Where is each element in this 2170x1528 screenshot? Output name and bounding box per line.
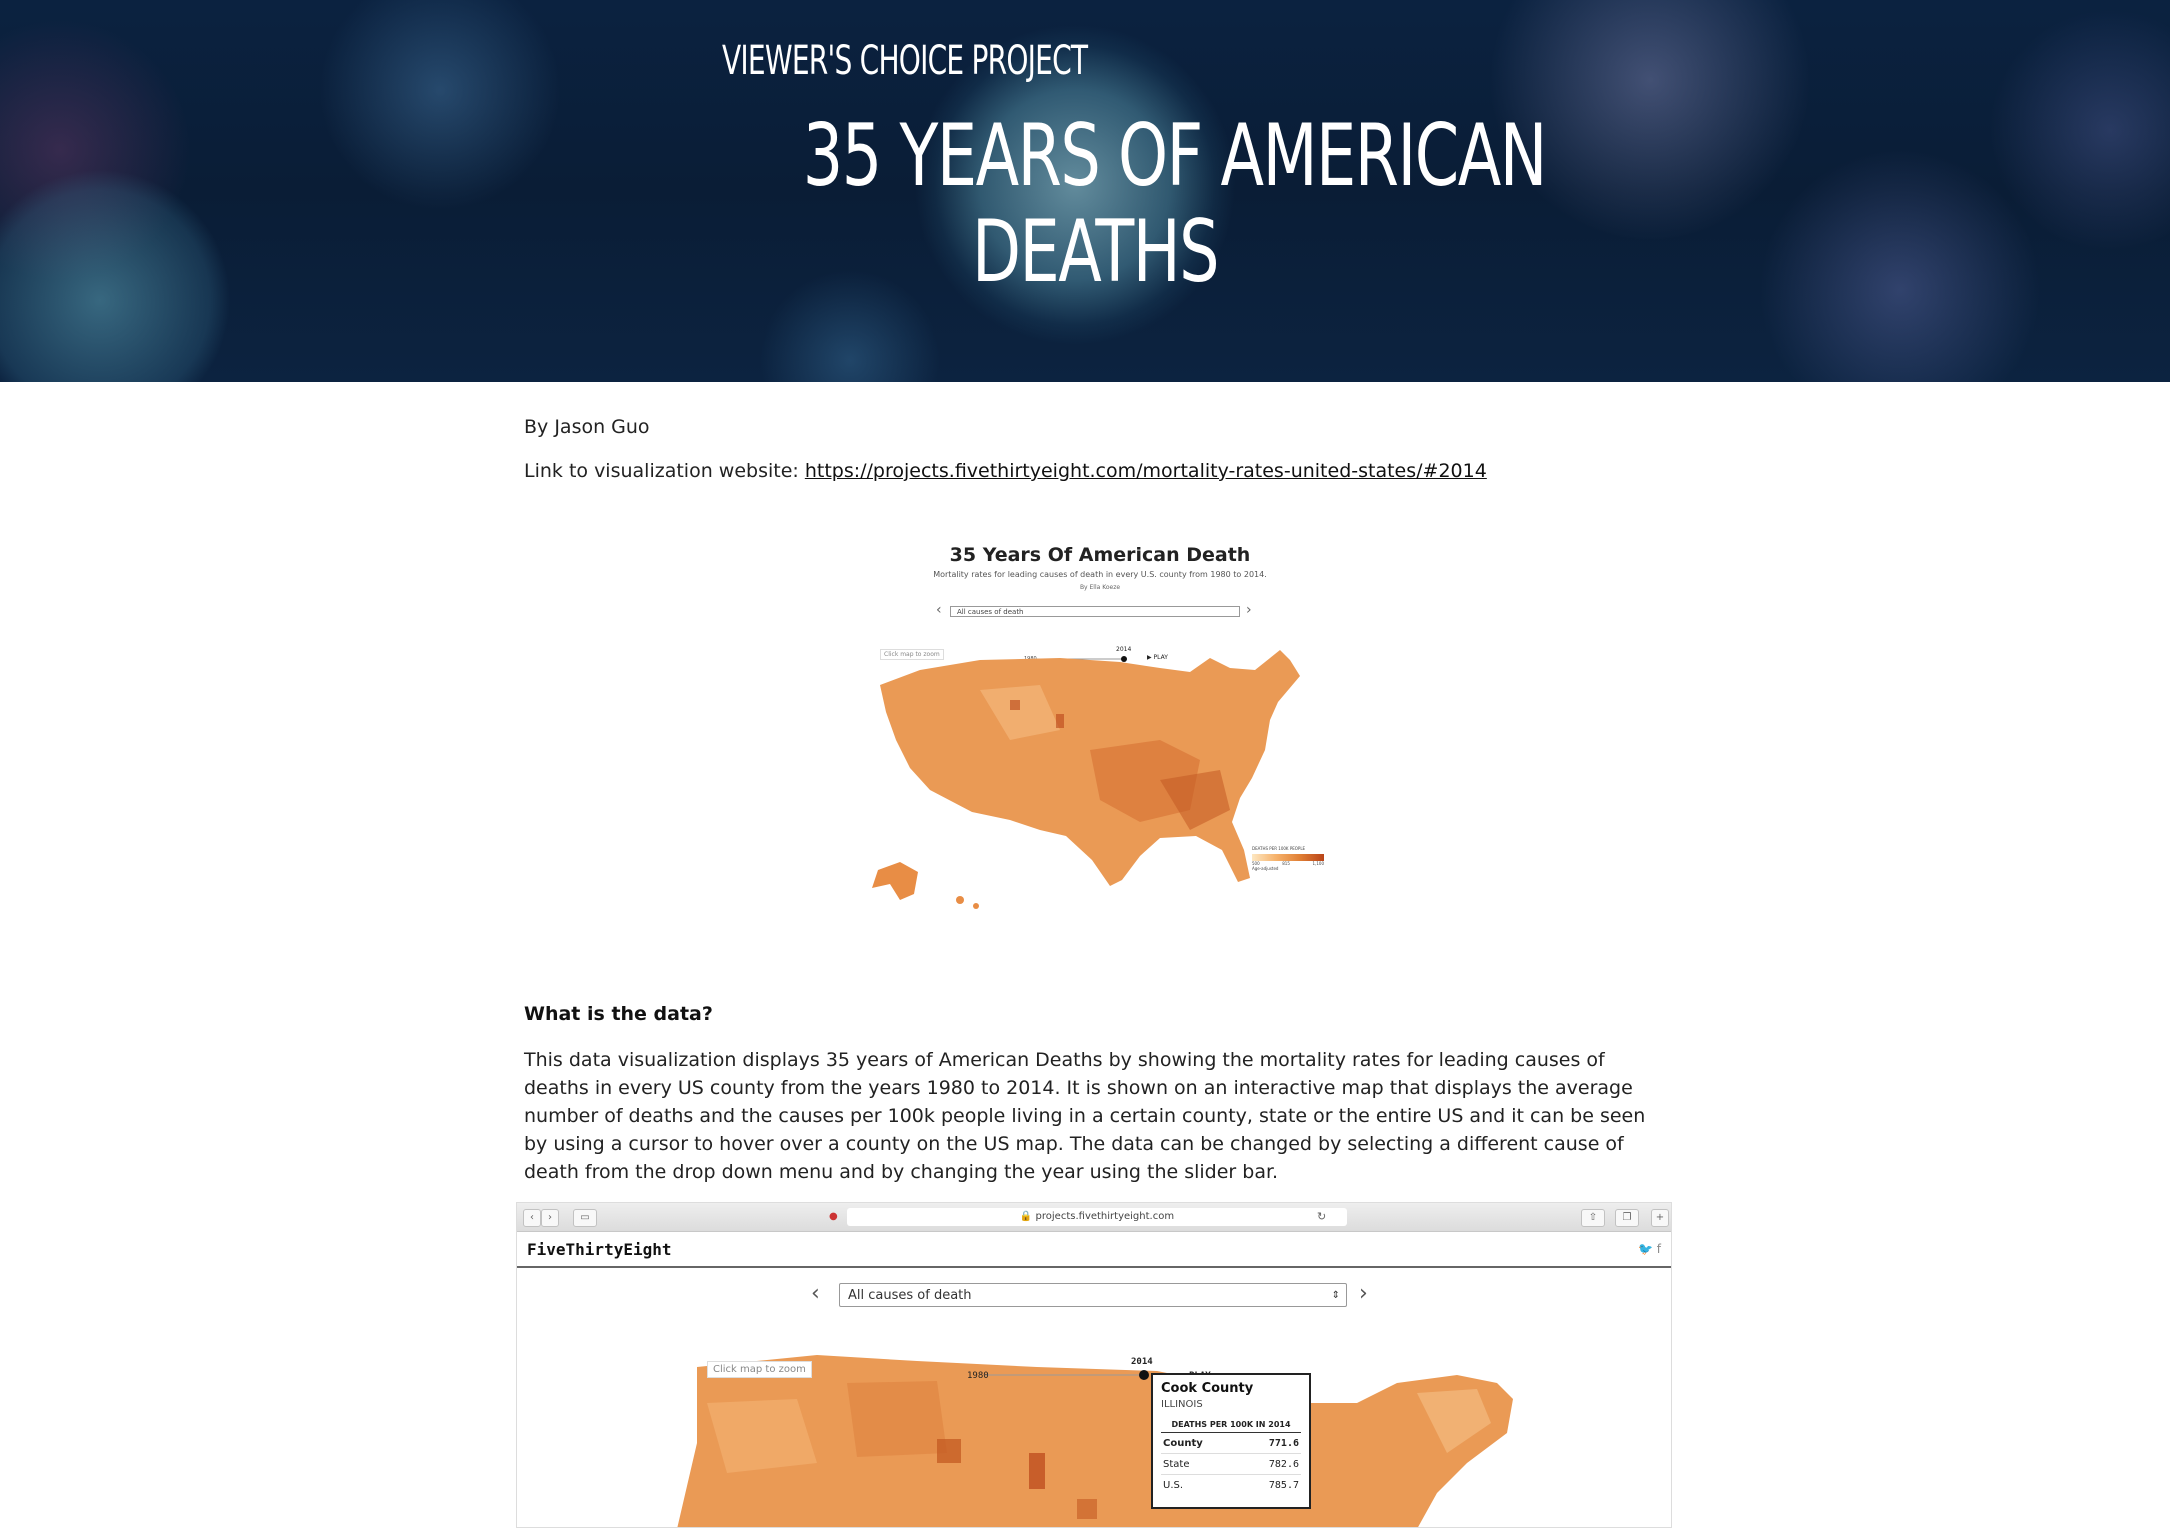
zoom-note: Click map to zoom — [707, 1361, 812, 1378]
figure-subtitle: Mortality rates for leading causes of death in every U.S. county from 1980 to 2014. — [933, 570, 1267, 579]
hero-banner — [0, 0, 2170, 382]
tooltip-county: Cook County — [1161, 1381, 1254, 1396]
new-tab-icon: + — [1651, 1209, 1669, 1227]
chevron-right-icon: › — [1359, 1281, 1368, 1306]
tooltip-row — [1161, 1475, 1301, 1495]
tooltip-row-value: 782.6 — [1268, 1459, 1299, 1470]
county-tooltip — [1151, 1373, 1311, 1509]
us-map-zoomed — [517, 1203, 1672, 1528]
tooltip-row-value: 771.6 — [1268, 1438, 1299, 1449]
link-prefix: Link to visualization website: — [524, 460, 805, 482]
browser-screenshot — [516, 1202, 1672, 1528]
legend-note: Age-adjusted — [1252, 866, 1279, 871]
page-title-line-1: 35 YEARS OF AMERICAN — [802, 106, 1546, 206]
section-heading: What is the data? — [524, 1003, 713, 1025]
tooltip-row-value: 785.7 — [1268, 1480, 1299, 1491]
chevron-left-icon: ‹ — [811, 1281, 820, 1306]
visualization-link[interactable]: https://projects.fivethirtyeight.com/mortality-rates-united-states/#2014 — [804, 460, 1487, 482]
map-legend — [1252, 846, 1324, 871]
forward-icon: › — [541, 1209, 559, 1227]
hero-eyebrow: VIEWER'S CHOICE PROJECT — [722, 38, 1088, 84]
figure-title: 35 Years Of American Death — [949, 544, 1251, 566]
figure-map-overview — [860, 540, 1340, 940]
reload-icon: ↻ — [1317, 1210, 1327, 1223]
year-current-label: 2014 — [1116, 646, 1132, 653]
legend-title: DEATHS PER 100K PEOPLE — [1252, 846, 1306, 851]
link-line — [524, 460, 1487, 482]
lock-icon: 🔒 — [1019, 1211, 1033, 1222]
chevron-left-icon: ‹ — [936, 602, 942, 618]
legend-tick: 1,100 — [1312, 861, 1324, 866]
site-logo: FiveThirtyEight — [527, 1240, 672, 1259]
extension-icon: ● — [829, 1211, 838, 1222]
tabs-icon: ❐ — [1615, 1209, 1639, 1227]
cause-select-value: All causes of death — [848, 1288, 972, 1303]
cause-select: All causes of death — [950, 606, 1240, 617]
us-map-illustration — [860, 540, 1340, 940]
legend-color-bar — [1252, 854, 1324, 861]
description-paragraph: This data visualization displays 35 years of American Deaths by showing the mortality rates for leading causes of deaths in every US county from the years 1980 to 2014. It is shown on an interactive map that displays the average number of deaths and the causes per 100k people living in a certain county, state or the entire US and it can be seen by using a cursor to hover over a county on the US map. The data can be changed by selecting a different cause of death from the drop down menu and by changing the year using the slider bar. — [524, 1049, 1646, 1183]
byline: By Jason Guo — [524, 416, 650, 438]
legend-tick: 815 — [1282, 861, 1290, 866]
play-button: ▶ PLAY — [1147, 654, 1168, 661]
tooltip-row-label: State — [1163, 1459, 1190, 1470]
tooltip-state: ILLINOIS — [1161, 1399, 1203, 1410]
legend-tick: 500 — [1252, 861, 1260, 866]
page-title-line-2: DEATHS — [971, 202, 1219, 302]
tooltip-header: DEATHS PER 100K IN 2014 — [1161, 1420, 1301, 1433]
tooltip-row — [1161, 1433, 1301, 1454]
chevron-right-icon: › — [1246, 602, 1252, 618]
share-icon: ⇧ — [1581, 1209, 1605, 1227]
sidebar-icon: ▭ — [573, 1209, 597, 1227]
back-icon: ‹ — [523, 1209, 541, 1227]
figure-author: By Ella Koeze — [1079, 584, 1121, 591]
tooltip-row-label: U.S. — [1163, 1480, 1184, 1491]
year-start-label: 1980 — [967, 1371, 989, 1381]
select-arrows-icon: ⇕ — [1331, 1290, 1340, 1301]
facebook-icon: f — [1656, 1242, 1661, 1256]
tooltip-row-label: County — [1163, 1438, 1203, 1449]
year-current-label: 2014 — [1131, 1357, 1153, 1367]
twitter-icon: 🐦 — [1637, 1242, 1653, 1256]
tooltip-row — [1161, 1454, 1301, 1475]
address-text: projects.fivethirtyeight.com — [1035, 1211, 1175, 1222]
page-title — [700, 106, 1546, 302]
zoom-note: Click map to zoom — [880, 649, 944, 660]
